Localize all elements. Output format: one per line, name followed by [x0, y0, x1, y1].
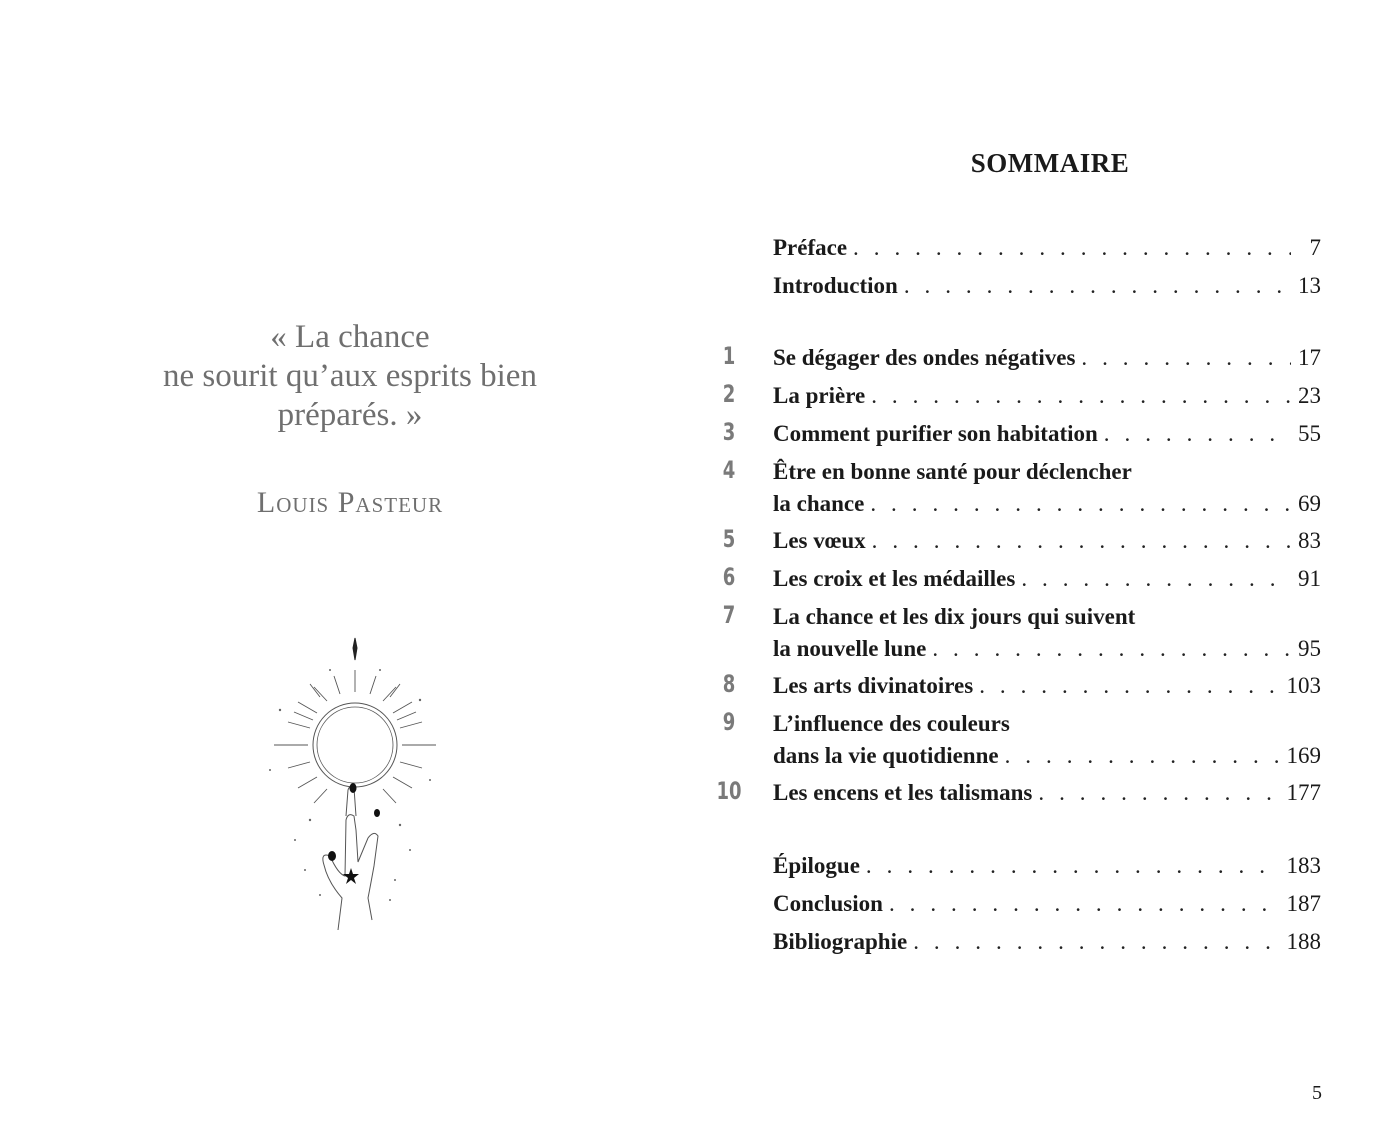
leader-dots	[979, 670, 1280, 702]
quote-line: ne sourit qu’aux esprits bien	[163, 358, 537, 394]
toc-entry-page: 7	[1309, 235, 1321, 260]
page-number: 5	[1312, 1082, 1322, 1104]
toc-entry-page: 13	[1298, 273, 1321, 298]
sun-hand-icon	[250, 630, 450, 930]
quote-line: « La chance	[270, 319, 430, 355]
toc-entry-label: L’influence des couleurs	[773, 711, 1010, 736]
leader-dots	[904, 270, 1291, 302]
toc-entry-chapter-8[interactable]	[773, 670, 1321, 702]
toc-entry-page: 17	[1298, 345, 1321, 370]
toc-entry-page: 183	[1286, 853, 1321, 878]
toc-entry-epilogue[interactable]	[773, 850, 1321, 882]
toc-entry-page: 83	[1298, 528, 1321, 553]
epigraph-quote	[100, 318, 600, 435]
toc-entry-label: Les encens et les talismans	[773, 780, 1033, 805]
toc-entry-label: Les vœux	[773, 528, 866, 553]
toc-entry-chapter-7[interactable]	[773, 601, 1321, 665]
leader-dots	[932, 633, 1291, 665]
toc-entry-page: 169	[1286, 743, 1321, 768]
toc-entry-preface[interactable]	[773, 232, 1321, 264]
leader-dots	[853, 232, 1291, 264]
toc-entry-page: 55	[1298, 421, 1321, 446]
leader-dots	[872, 525, 1291, 557]
toc-entry-page: 187	[1286, 891, 1321, 916]
toc-entry-page: 69	[1298, 491, 1321, 516]
toc-entry-conclusion[interactable]	[773, 888, 1321, 920]
toc-entry-page: 23	[1298, 383, 1321, 408]
toc-entry-chapter-9[interactable]	[773, 708, 1321, 772]
chapter-number: 6	[722, 563, 736, 591]
chapter-number: 2	[722, 380, 736, 408]
leader-dots	[913, 926, 1280, 958]
toc-entry-label: Épilogue	[773, 853, 860, 878]
leader-dots	[1081, 342, 1291, 374]
toc-entry-label: La chance et les dix jours qui suivent	[773, 604, 1136, 629]
leader-dots	[866, 850, 1281, 882]
toc-entry-label: la nouvelle lune	[773, 636, 927, 661]
toc-entry-label: Comment purifier son habitation	[773, 421, 1098, 446]
toc-entry-page: 103	[1286, 673, 1321, 698]
chapter-number: 1	[722, 342, 736, 370]
chapter-number: 7	[722, 601, 736, 629]
toc-entry-page: 95	[1298, 636, 1321, 661]
toc-entry-chapter-4[interactable]	[773, 456, 1321, 520]
leader-dots	[1104, 418, 1291, 450]
chapter-number: 8	[722, 670, 736, 698]
toc-entry-label: La prière	[773, 383, 866, 408]
leader-dots	[1038, 777, 1280, 809]
quote-line: préparés. »	[277, 397, 423, 433]
toc-entry-label: la chance	[773, 491, 865, 516]
toc-entry-chapter-2[interactable]	[773, 380, 1321, 412]
toc-entry-page: 177	[1286, 780, 1321, 805]
toc-entry-label: Préface	[773, 235, 848, 260]
toc-entry-chapter-1[interactable]	[773, 342, 1321, 374]
toc-entry-chapter-6[interactable]	[773, 563, 1321, 595]
chapter-number: 5	[722, 525, 736, 553]
toc-entry-chapter-5[interactable]	[773, 525, 1321, 557]
leader-dots	[870, 488, 1291, 520]
chapter-number: 3	[722, 418, 736, 446]
toc-entry-chapter-3[interactable]	[773, 418, 1321, 450]
toc-entry-label: Introduction	[773, 273, 898, 298]
leader-dots	[1021, 563, 1291, 595]
chapter-number: 10	[716, 777, 742, 805]
quote-author: Louis Pasteur	[256, 486, 444, 519]
toc-entry-label: Bibliographie	[773, 929, 908, 954]
toc-title: SOMMAIRE	[970, 148, 1130, 178]
leader-dots	[1005, 740, 1281, 772]
chapter-number: 9	[722, 708, 736, 736]
toc-entry-label: Les arts divinatoires	[773, 673, 974, 698]
toc-entry-bibliography[interactable]	[773, 926, 1321, 958]
toc-entry-label: Se dégager des ondes négatives	[773, 345, 1076, 370]
leader-dots	[889, 888, 1281, 920]
toc-entry-chapter-10[interactable]	[773, 777, 1321, 809]
chapter-number: 4	[722, 456, 736, 484]
toc-entry-page: 91	[1298, 566, 1321, 591]
toc-entry-page: 188	[1286, 929, 1321, 954]
toc-entry-label: dans la vie quotidienne	[773, 743, 999, 768]
toc-entry-label: Conclusion	[773, 891, 883, 916]
toc-entry-label: Les croix et les médailles	[773, 566, 1016, 591]
toc-entry-introduction[interactable]	[773, 270, 1321, 302]
right-page	[700, 0, 1400, 1133]
toc-entry-label: Être en bonne santé pour déclencher	[773, 459, 1132, 484]
leader-dots	[871, 380, 1291, 412]
